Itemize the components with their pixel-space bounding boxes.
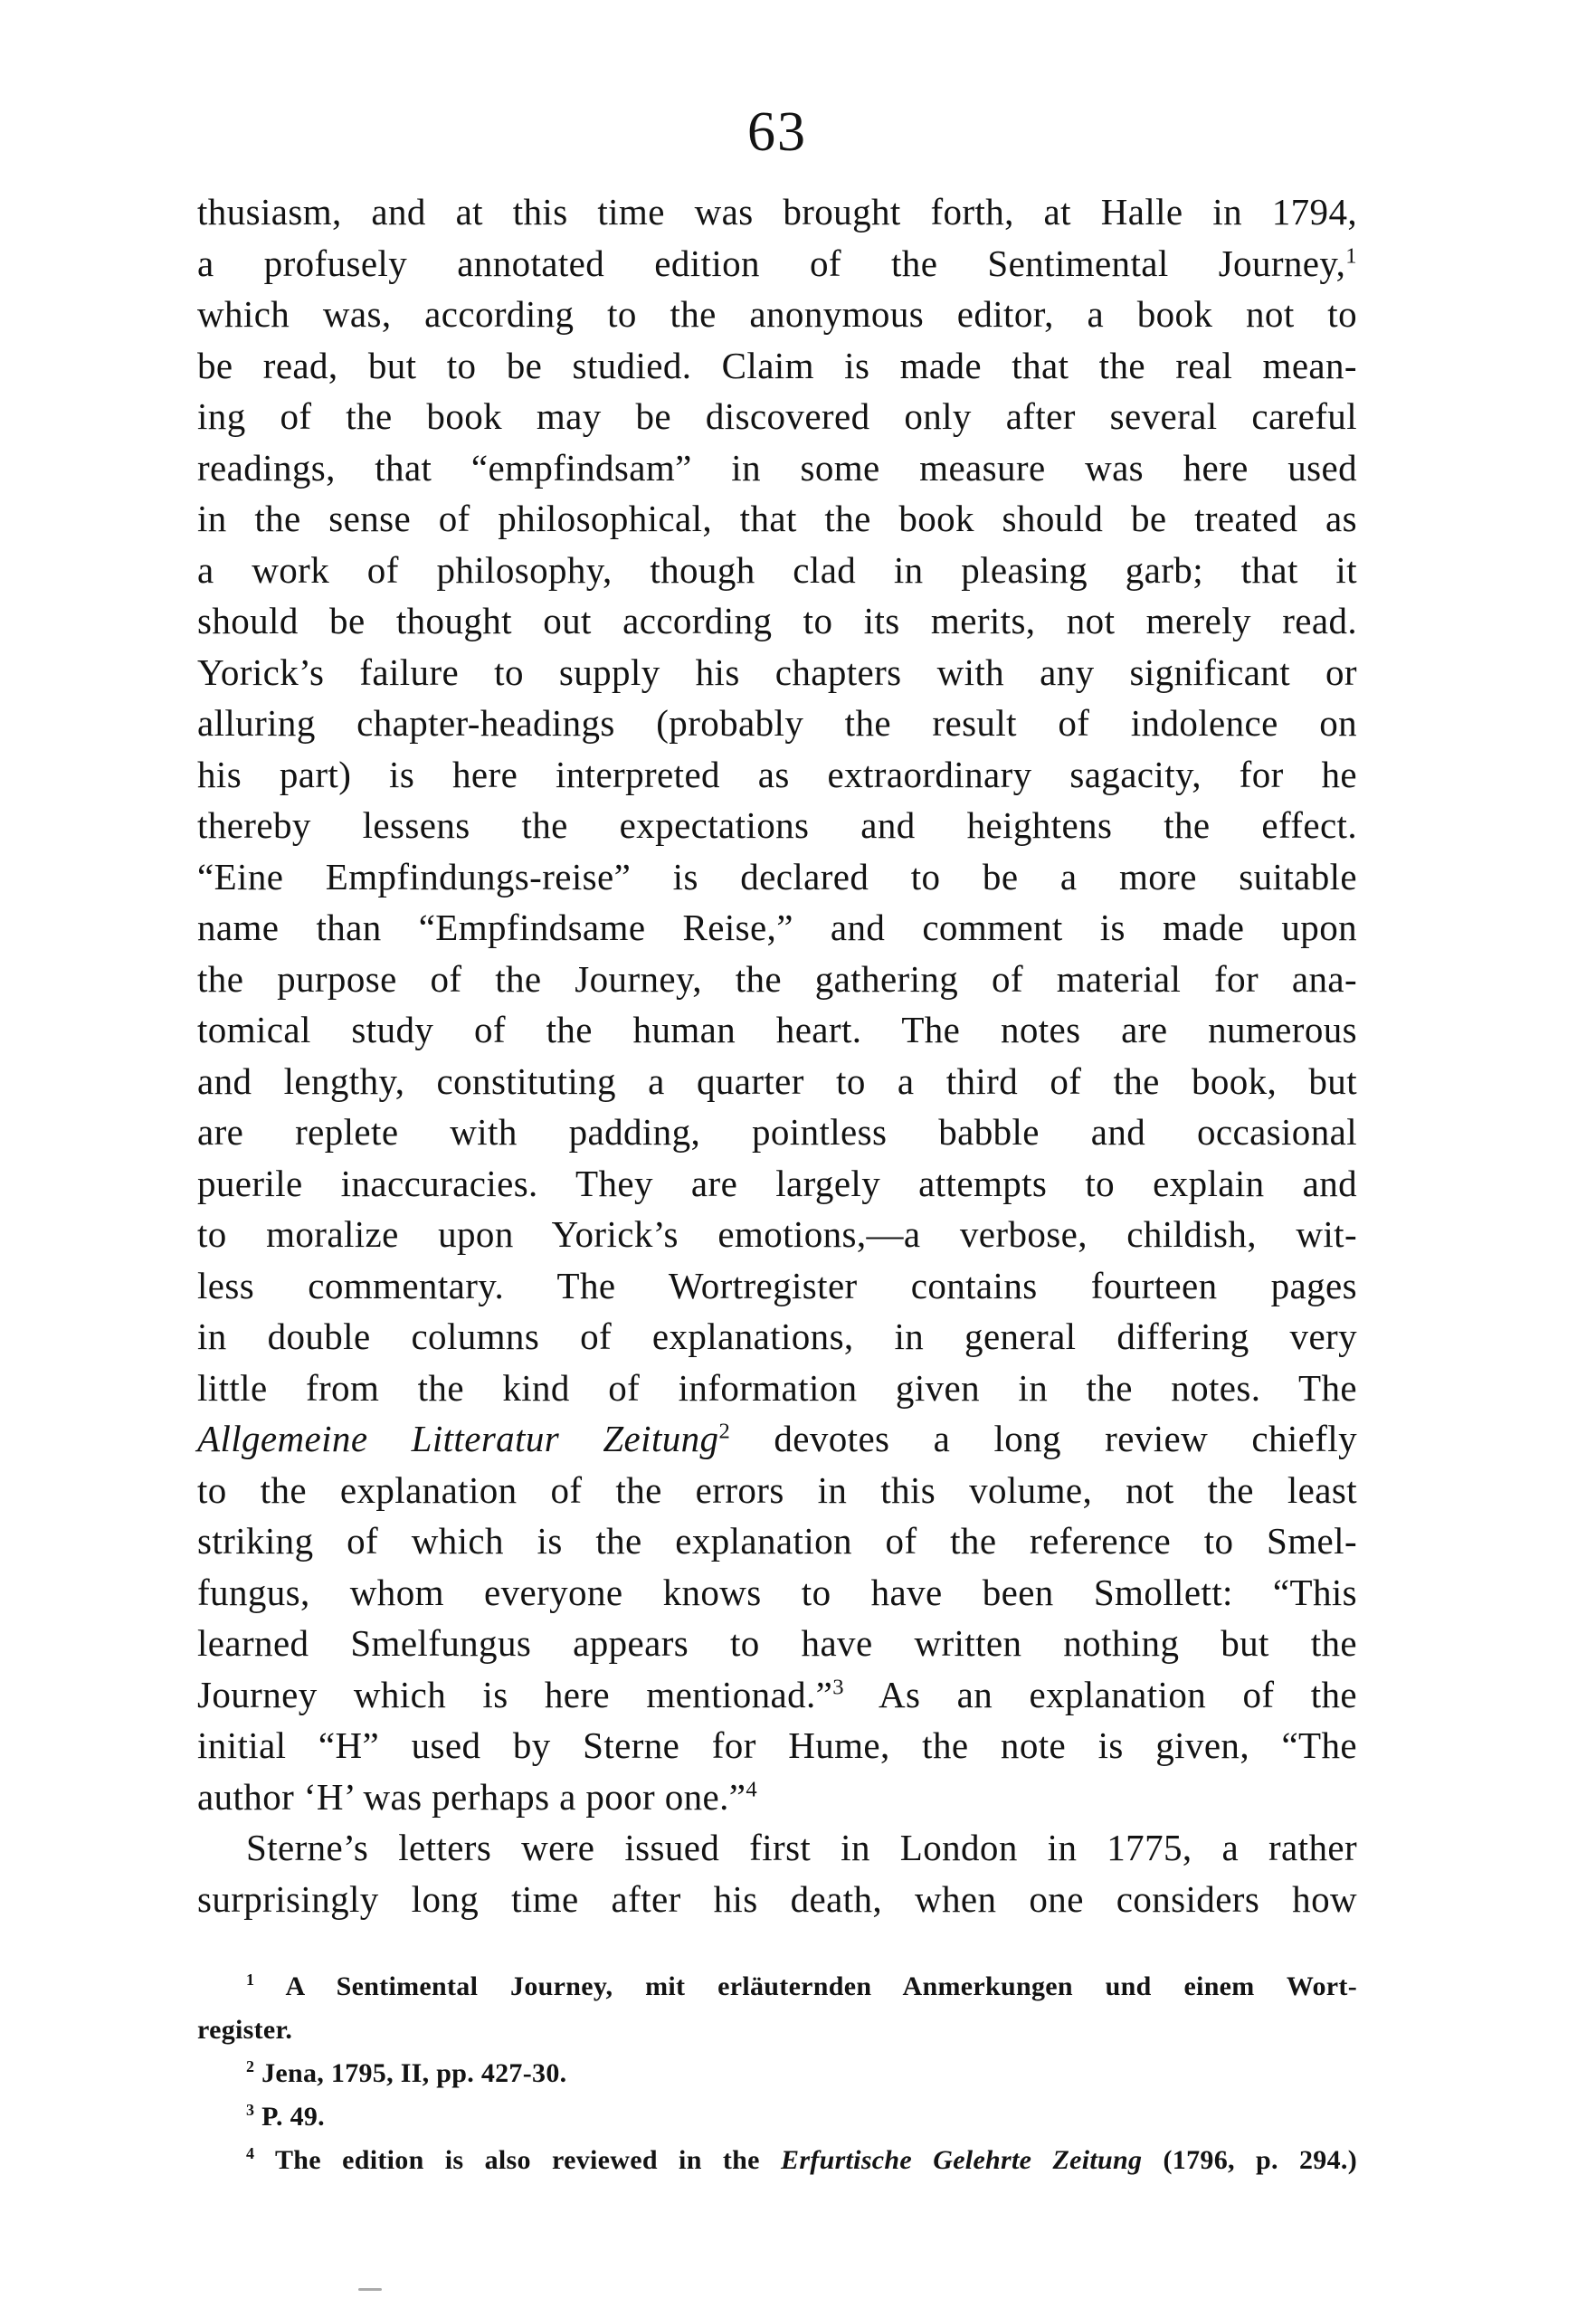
main-text: [197, 186, 1357, 1924]
footnote-marker: 4: [246, 2144, 255, 2162]
text-segment: register.: [197, 2015, 293, 2045]
text-segment: author ‘H’ was perhaps a poor one.”: [197, 1775, 746, 1818]
page-number: 63: [747, 101, 807, 163]
text-segment: surprisingly long time after his death, when one considers how: [197, 1877, 1357, 1920]
text-line: [197, 1107, 1357, 1158]
text-segment: which was, according to the anonymous editor, a book not to: [197, 293, 1357, 335]
text-line: [197, 1311, 1357, 1363]
footnotes: [197, 1965, 1357, 2182]
text-segment: readings, that “empfindsam” in some measure was here used: [197, 446, 1357, 489]
text-segment: to moralize upon Yorick’s emotions,—a verbose, childish, wit-: [197, 1213, 1357, 1255]
text-line: [197, 902, 1357, 954]
footnote-marker: 2: [718, 1419, 731, 1444]
text-line: [197, 1158, 1357, 1210]
text-line: [197, 1874, 1357, 1925]
footnote-marker: 1: [246, 1971, 255, 1989]
text-segment: As an explanation of the: [843, 1673, 1357, 1715]
text-line: [197, 1209, 1357, 1260]
text-segment: puerile inaccuracies. They are largely attempts to explain and: [197, 1162, 1357, 1204]
text-segment: devotes a long review chiefly: [730, 1418, 1357, 1459]
text-segment: name than “Empfindsame Reise,” and comment is made upon: [197, 907, 1357, 948]
text-line: [197, 1618, 1357, 1669]
footnote-line: [197, 2009, 1357, 2052]
text-segment: in the sense of philosophical, that the book should be treated as: [197, 498, 1357, 539]
text-segment: fungus, whom everyone knows to have been Smollett: “This: [197, 1571, 1357, 1613]
text-segment: initial “H” used by Sterne for Hume, the note is given, “The: [197, 1724, 1357, 1766]
text-line: [197, 595, 1357, 647]
text-line: [197, 340, 1357, 392]
text-line: [197, 1465, 1357, 1516]
text-segment: Journey which is here mentionad.”: [197, 1673, 833, 1715]
text-line: [197, 1822, 1357, 1874]
text-segment: a profusely annotated edition of the Sentimental Journey,: [197, 242, 1346, 284]
text-line: [197, 698, 1357, 749]
text-line: [197, 1056, 1357, 1107]
text-line: [197, 1720, 1357, 1771]
text-segment: Yorick’s failure to supply his chapters with any significant or: [197, 651, 1357, 693]
text-segment: and lengthy, constituting a quarter to a third of the book, but: [197, 1059, 1357, 1102]
footnote-line: [197, 2052, 1357, 2095]
text-line: [197, 800, 1357, 851]
text-segment: P. 49.: [254, 2102, 325, 2132]
text-line: [197, 391, 1357, 442]
text-segment: The edition is also reviewed in the: [254, 2145, 782, 2175]
scan-artifact: [358, 2288, 382, 2291]
text-segment: Allgemeine Litteratur Zeitung: [197, 1418, 719, 1459]
footnote-marker: 3: [832, 1674, 844, 1699]
text-segment: in double columns of explanations, in general differing very: [197, 1315, 1357, 1357]
text-line: [197, 1363, 1357, 1414]
text-segment: ing of the book may be discovered only after several careful: [197, 395, 1357, 437]
text-line: [197, 647, 1357, 698]
text-segment: Sterne’s letters were issued first in London in 1775, a rather: [246, 1827, 1357, 1868]
text-segment: thusiasm, and at this time was brought forth, at Halle in 1794,: [197, 191, 1357, 233]
text-segment: be read, but to be studied. Claim is made that the real mean-: [197, 344, 1357, 386]
text-segment: tomical study of the human heart. The notes are numerous: [197, 1009, 1357, 1050]
text-line: [197, 238, 1357, 290]
text-line: [197, 493, 1357, 545]
text-line: [197, 1669, 1357, 1721]
text-segment: “Eine Empfindungs-reise” is declared to be a more suitable: [197, 855, 1357, 898]
text-segment: A Sentimental Journey, mit erläuternden Anmerkungen und einem Wort-: [254, 1971, 1357, 2001]
text-segment: Erfurtische Gelehrte Zeitung: [781, 2145, 1143, 2175]
text-segment: to the explanation of the errors in this volume, not the least: [197, 1468, 1357, 1511]
text-line: [197, 1515, 1357, 1567]
text-segment: the purpose of the Journey, the gathering of material for ana-: [197, 957, 1357, 1000]
text-line: [197, 1004, 1357, 1056]
text-line: [197, 442, 1357, 494]
footnote-marker: 3: [246, 2101, 255, 2119]
text-segment: are replete with padding, pointless babble and occasional: [197, 1111, 1357, 1153]
text-segment: a work of philosophy, though clad in pleasing garb; that it: [197, 548, 1357, 591]
footnote-line: [197, 2139, 1357, 2182]
text-line: [197, 1567, 1357, 1619]
text-segment: less commentary. The Wortregister contains fourteen pages: [197, 1264, 1357, 1306]
footnote-marker: 1: [1345, 242, 1357, 268]
text-segment: striking of which is the explanation of the reference to Smel-: [197, 1520, 1357, 1562]
text-segment: his part) is here interpreted as extraordinary sagacity, for he: [197, 753, 1357, 795]
text-line: [197, 851, 1357, 903]
footnote-marker: 2: [246, 2057, 255, 2075]
text-line: [197, 1413, 1357, 1465]
footnote-line: [197, 2095, 1357, 2139]
text-segment: thereby lessens the expectations and heightens the effect.: [197, 804, 1357, 846]
text-line: [197, 186, 1357, 238]
text-segment: learned Smelfungus appears to have written nothing but the: [197, 1622, 1357, 1664]
text-segment: (1796, p. 294.): [1142, 2145, 1358, 2175]
text-segment: should be thought out according to its merits, not merely read.: [197, 600, 1357, 641]
text-line: [197, 749, 1357, 801]
text-line: [197, 954, 1357, 1005]
text-segment: alluring chapter-headings (probably the result of indolence on: [197, 702, 1357, 744]
footnote-line: [197, 1965, 1357, 2009]
text-line: [197, 1771, 1357, 1823]
footnote-marker: 4: [746, 1776, 758, 1801]
text-line: [197, 545, 1357, 596]
text-segment: little from the kind of information given in the notes. The: [197, 1366, 1357, 1409]
text-line: [197, 289, 1357, 340]
text-segment: Jena, 1795, II, pp. 427-30.: [254, 2058, 567, 2088]
text-line: [197, 1260, 1357, 1312]
